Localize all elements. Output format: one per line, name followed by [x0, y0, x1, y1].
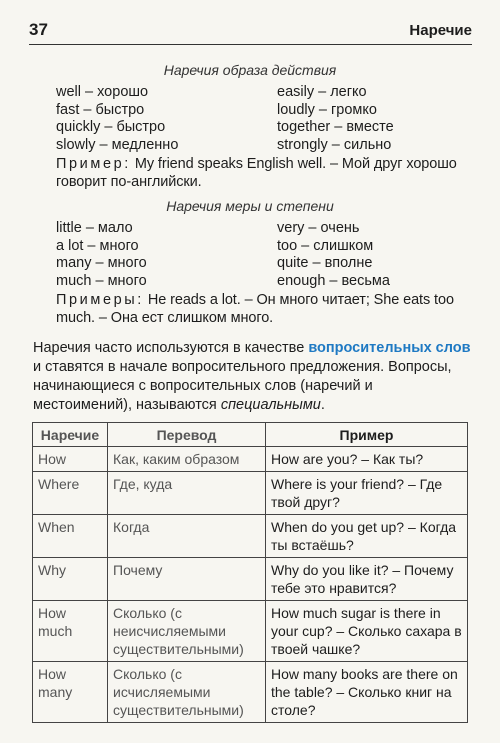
list-item: enough – весьма — [277, 272, 390, 289]
table-row — [33, 601, 468, 662]
table-cell: How are you? – Как ты? — [266, 447, 468, 472]
table-row — [33, 515, 468, 558]
column-header: Пример — [266, 423, 468, 447]
table-cell: Where is your friend? – Где твой друг? — [266, 472, 468, 515]
list-item: quite – вполне — [277, 255, 373, 271]
table-cell: How — [33, 447, 108, 472]
table-cell: Why do you like it? – Почему тебе это нравится? — [266, 558, 468, 601]
list-item: well – хорошо — [56, 84, 149, 100]
example-text: My friend speaks English well. – Мой друг хорошо говорит по-английски. — [56, 156, 457, 190]
degree-example — [56, 291, 470, 327]
example-text: He reads a lot. – Он много читает; She eats too much. – Она ест слишком много. — [56, 292, 454, 326]
section-title-manner: Наречия образа действия — [163, 62, 337, 78]
example-label: Примеры: — [56, 292, 144, 308]
example-label: Пример: — [56, 156, 131, 172]
table-cell: When — [33, 515, 108, 558]
list-item: strongly – сильно — [277, 136, 392, 153]
intro-text: Наречия часто используются в качестве — [33, 340, 309, 356]
table-cell: Why — [33, 558, 108, 601]
table-cell: Where — [33, 472, 108, 515]
section-title-degree: Наречия меры и степени — [166, 198, 334, 214]
intro-text: . — [320, 397, 325, 413]
list-item: together – вместе — [277, 119, 394, 135]
degree-adverbs-list — [56, 220, 456, 290]
intro-text: и ставятся в начале вопросительного предложения. Вопросы, начинающиеся с вопросительных слов (наречий и местоимений), называются — [33, 359, 452, 413]
list-item: little – мало — [56, 220, 133, 236]
page-number: 37 — [29, 20, 48, 39]
table-cell: Сколько (с исчисляемыми существительными) — [108, 662, 266, 723]
column-header: Наречие — [33, 423, 108, 447]
intro-paragraph — [33, 339, 473, 415]
list-item: slowly – медленно — [56, 136, 179, 153]
table-cell: Сколько (с неисчисляемыми существительными) — [108, 601, 266, 662]
table-cell: Почему — [108, 558, 266, 601]
chapter-title: Наречие — [409, 22, 472, 39]
page-header — [29, 18, 472, 45]
table-row — [33, 558, 468, 601]
list-item: very – очень — [277, 220, 360, 236]
table-cell: Когда — [108, 515, 266, 558]
table-cell: How many — [33, 662, 108, 723]
table-cell: Как, каким образом — [108, 447, 266, 472]
table-cell: Где, куда — [108, 472, 266, 515]
list-item: much – много — [56, 272, 147, 289]
manner-example — [56, 155, 470, 191]
table-header-row — [33, 423, 468, 447]
list-item: quickly – быстро — [56, 119, 166, 135]
list-item: many – много — [56, 255, 147, 271]
table-row — [33, 447, 468, 472]
list-item: a lot – много — [56, 237, 139, 254]
list-item: easily – легко — [277, 84, 367, 100]
table-cell: How much sugar is there in your cup? – Сколько сахара в твоей чашке? — [266, 601, 468, 662]
highlight-term: вопросительных слов — [308, 340, 471, 356]
list-item: loudly – громко — [277, 101, 377, 118]
table-cell: How much — [33, 601, 108, 662]
question-words-table — [32, 422, 468, 723]
table-cell: How many books are there on the table? – Сколько книг на столе? — [266, 662, 468, 723]
table-cell: When do you get up? – Когда ты встаёшь? — [266, 515, 468, 558]
table-row — [33, 662, 468, 723]
list-item: fast – быстро — [56, 101, 145, 118]
italic-term: специальными — [220, 397, 321, 413]
manner-adverbs-list — [56, 84, 456, 154]
table-row — [33, 472, 468, 515]
list-item: too – слишком — [277, 237, 374, 254]
column-header: Перевод — [108, 423, 266, 447]
